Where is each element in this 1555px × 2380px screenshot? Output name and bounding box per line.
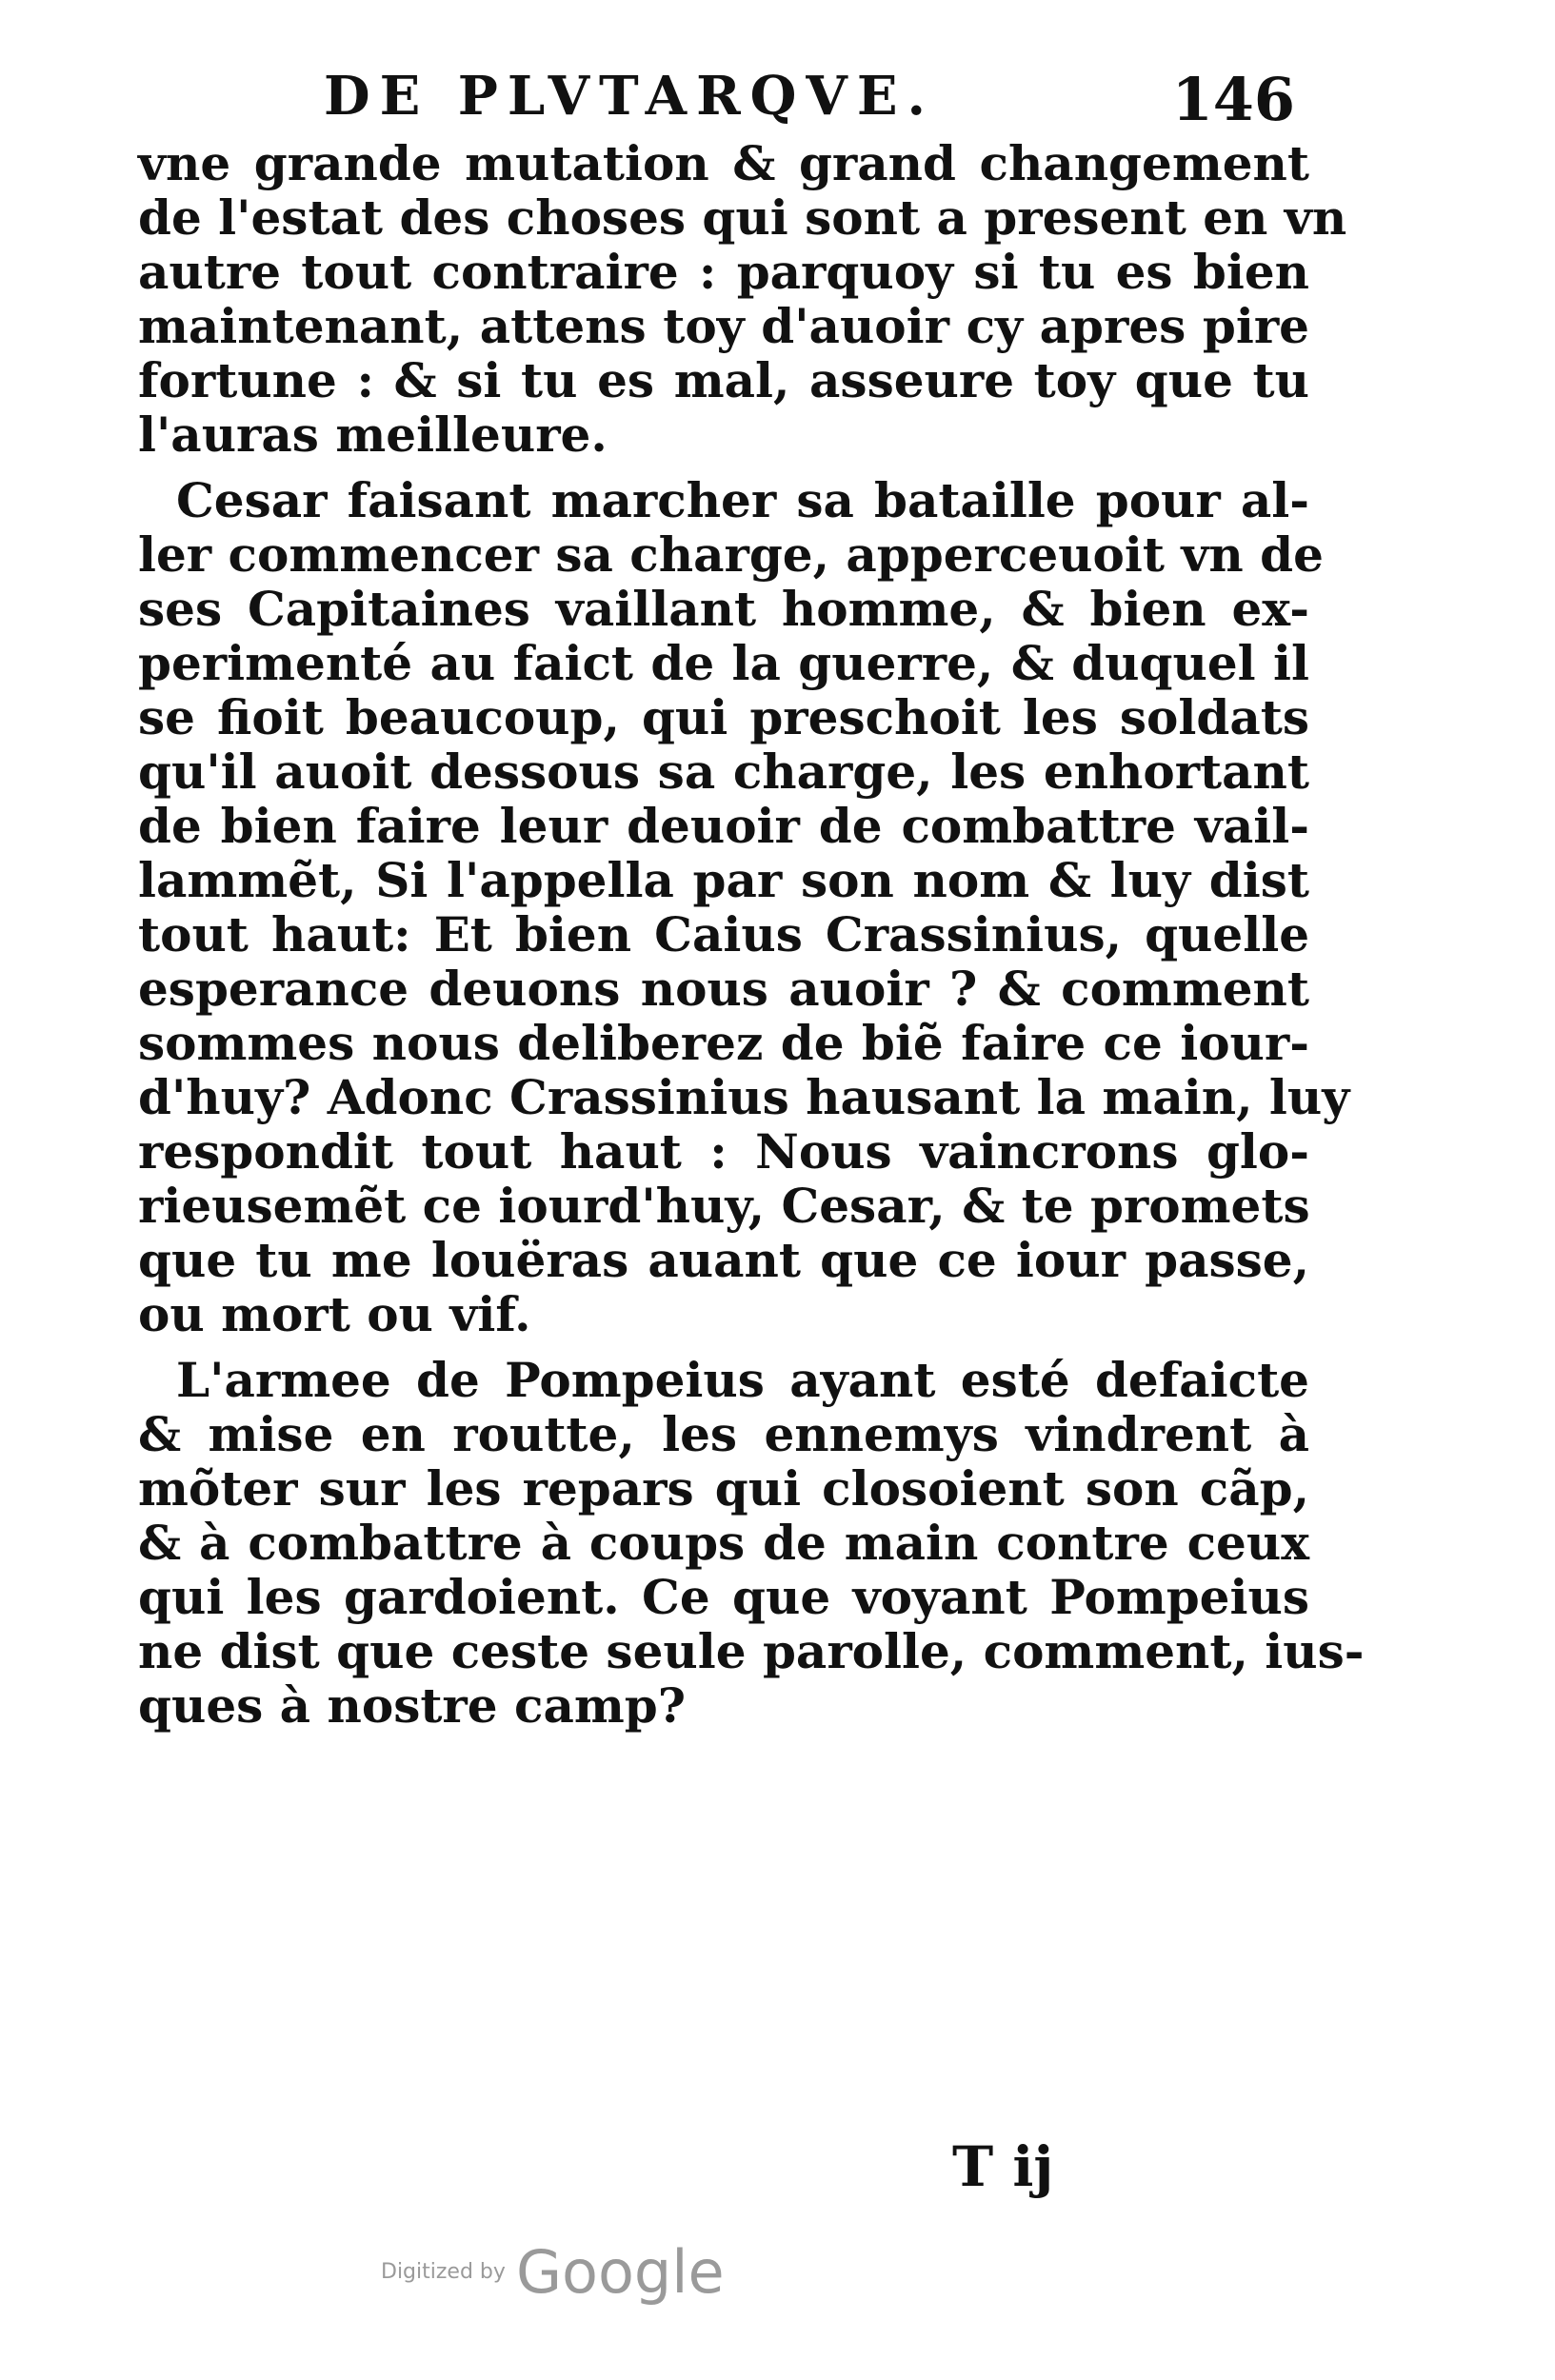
text-line: d'huy? Adonc Crassinius hausant la main, luy [138,1069,1350,1125]
text-line: sommes nous deliberez de biẽ faire ce iour- [138,1015,1309,1071]
watermark-prefix: Digitized by [381,2260,506,2284]
text-line: ques à nostre camp? [138,1677,686,1734]
text-line: qui les gardoient. Ce que voyant Pompeius [138,1569,1309,1625]
text-line: lammẽt, Si l'appella par son nom & luy dist [138,852,1309,908]
signature-mark: T ij [952,2134,1054,2199]
page-header [219,65,1295,141]
text-line: maintenant, attens toy d'auoir cy apres pire [138,298,1309,354]
text-line: vne grande mutation & grand changement [138,135,1309,191]
text-line: fortune : & si tu es mal, asseure toy que tu [138,352,1309,408]
text-line: de l'estat des choses qui sont a present en vn [138,189,1347,246]
text-line: ses Capitaines vaillant homme, & bien ex- [138,581,1309,637]
text-line: respondit tout haut : Nous vaincrons glo- [138,1123,1309,1180]
text-line: qu'il auoit dessous sa charge, les enhortant [138,744,1309,800]
text-line: ou mort ou vif. [138,1286,531,1342]
text-line: ler commencer sa charge, apperceuoit vn de [138,526,1324,583]
text-line: de bien faire leur deuoir de combattre vail- [138,798,1309,854]
text-line: esperance deuons nous auoir ? & comment [138,961,1309,1017]
text-line: L'armee de Pompeius ayant esté defaicte [176,1352,1309,1408]
running-head: DE PLVTARQVE. [324,65,936,128]
text-line: l'auras meilleure. [138,407,608,463]
text-line: Cesar faisant marcher sa bataille pour al- [176,472,1309,528]
watermark-brand: Google [516,2237,725,2307]
text-line: tout haut: Et bien Caius Crassinius, quelle [138,906,1309,962]
text-line: se fioit beaucoup, qui preschoit les soldats [138,689,1309,745]
page-number: 146 [1171,65,1295,134]
text-line: & mise en routte, les ennemys vindrent à [138,1406,1309,1462]
body-text [138,135,1365,1734]
text-line: ne dist que ceste seule parolle, comment, ius- [138,1623,1365,1679]
text-line: que tu me louëras auant que ce iour passe, [138,1232,1309,1288]
text-line: perimenté au faict de la guerre, & duquel il [138,635,1309,691]
text-line: & à combattre à coups de main contre ceux [138,1515,1309,1571]
text-line: autre tout contraire : parquoy si tu es bien [138,244,1309,300]
text-line: mõter sur les repars qui closoient son cãp, [138,1460,1309,1517]
text-line: rieusemẽt ce iourd'huy, Cesar, & te promets [138,1178,1310,1234]
digitized-watermark [381,2237,725,2307]
